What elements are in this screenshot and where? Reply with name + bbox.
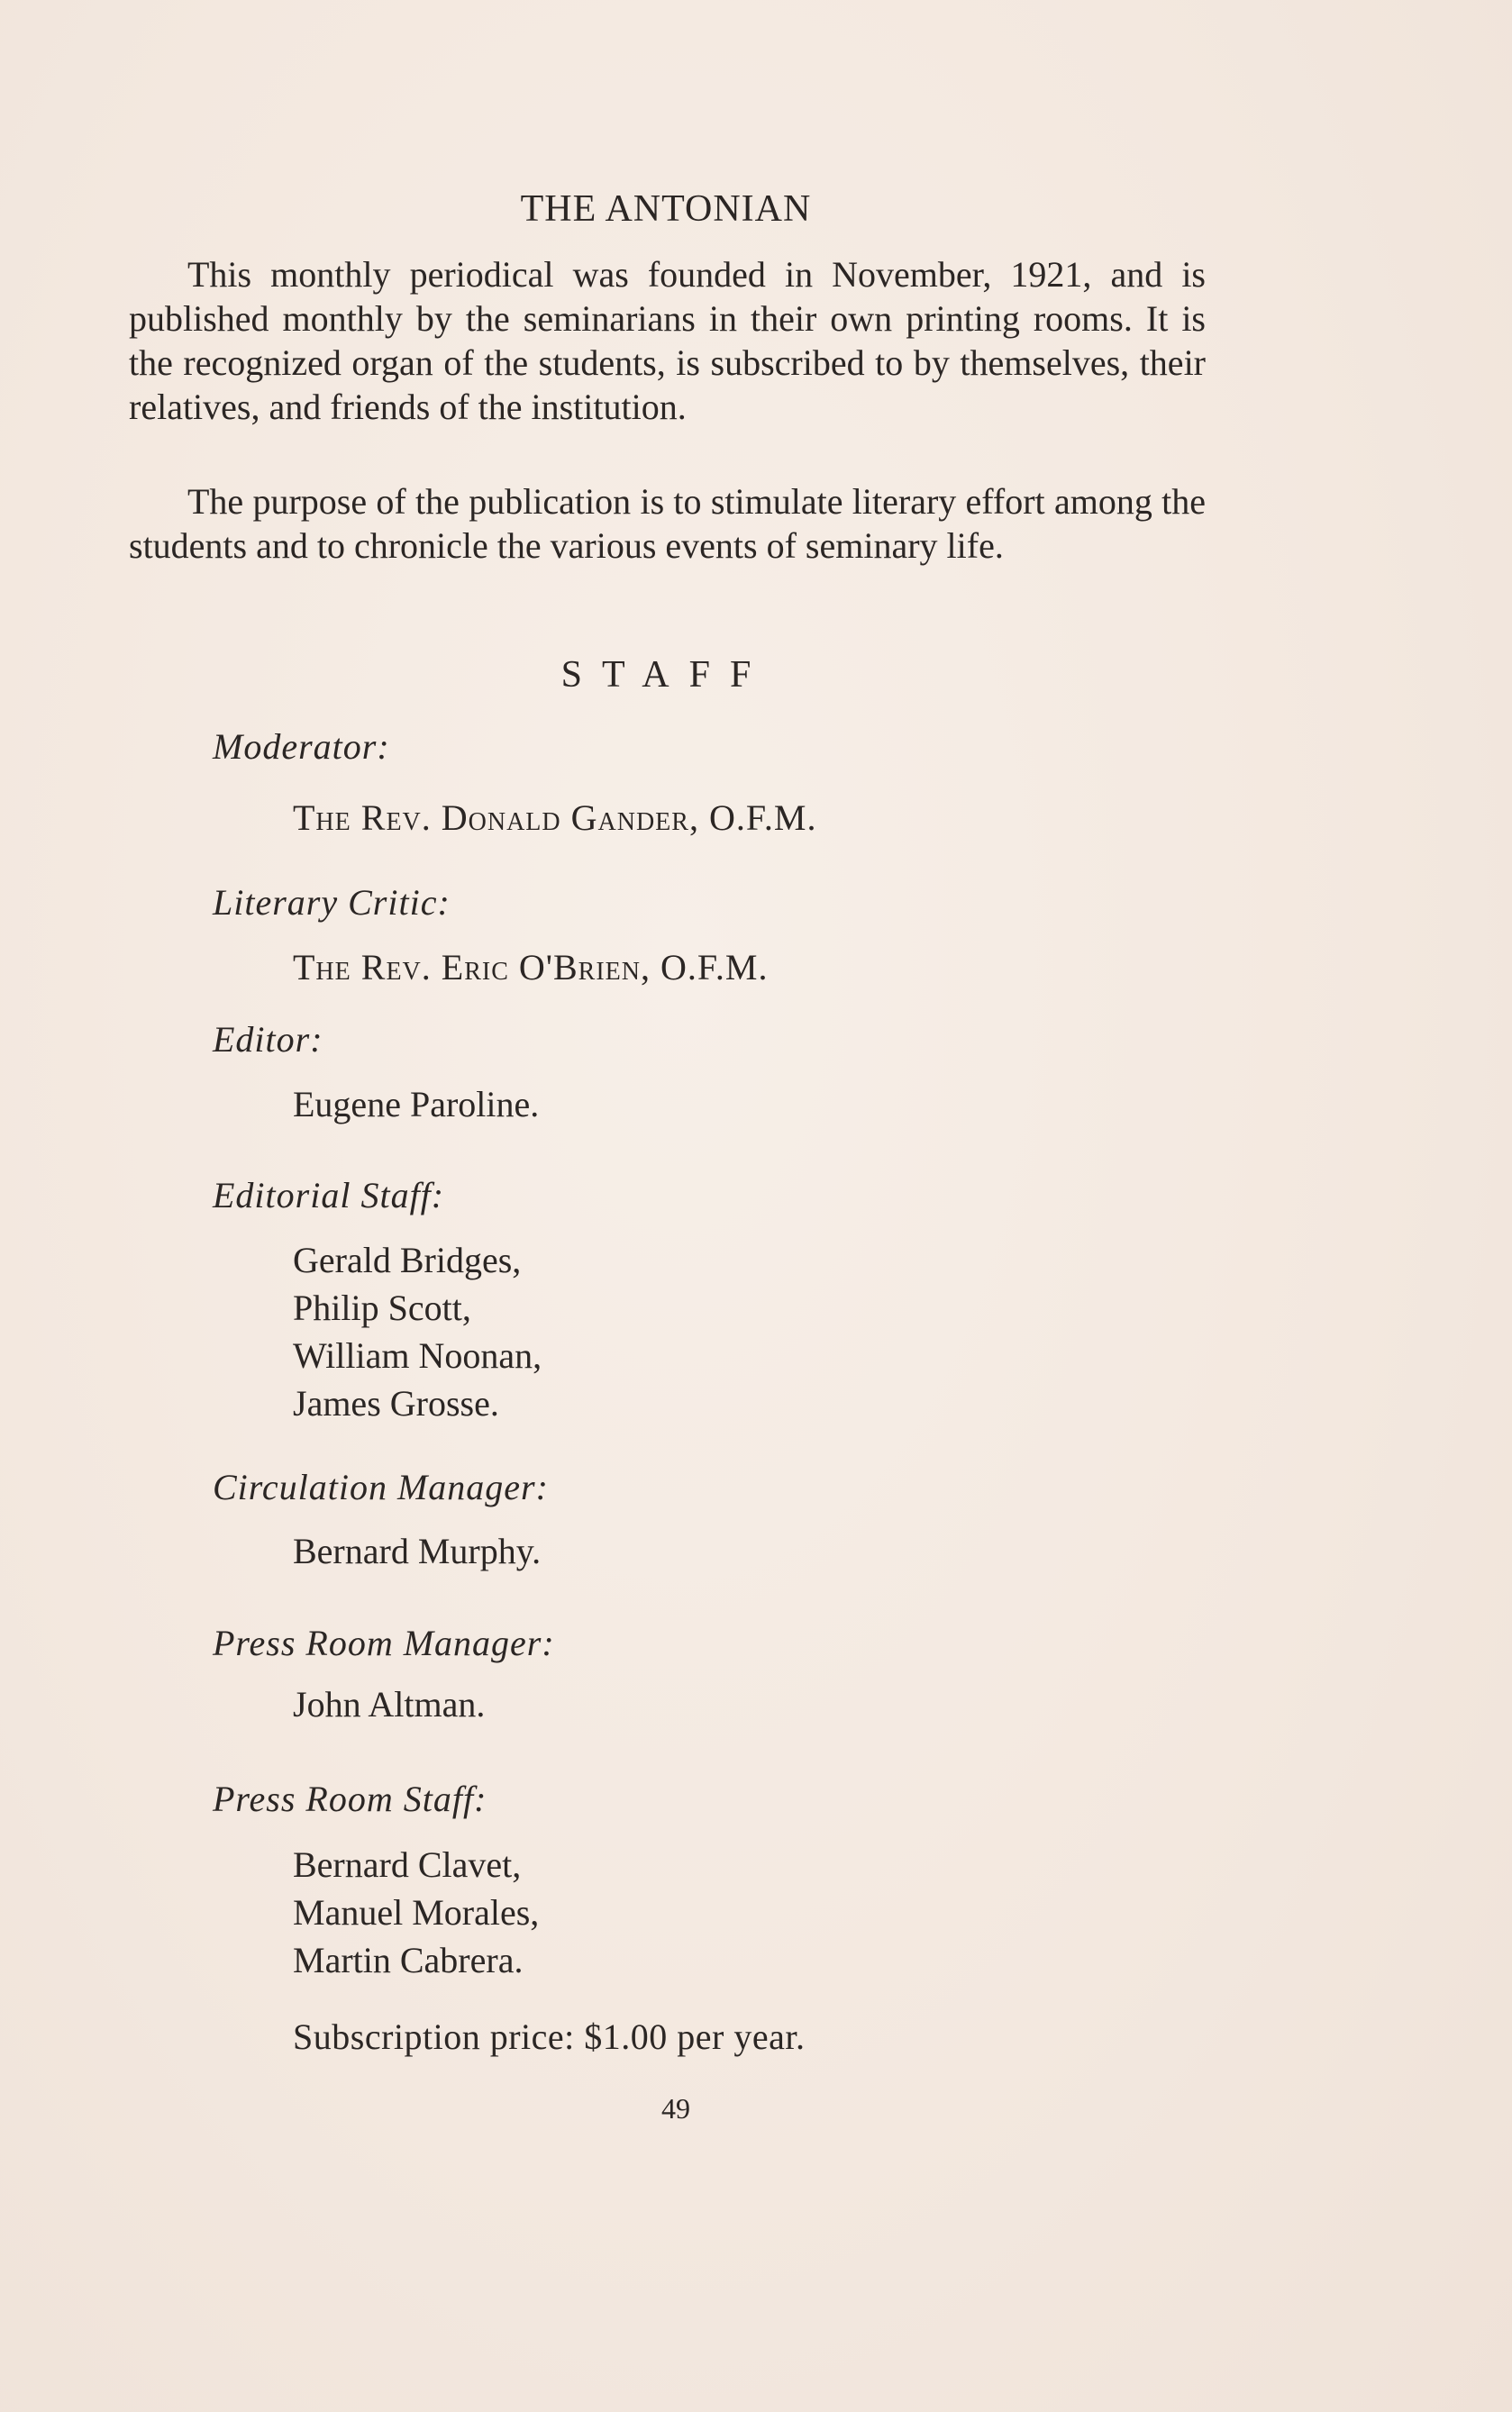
editorial-staff-label: Editorial Staff: <box>213 1175 445 1215</box>
editorial-staff-list <box>293 1236 542 1427</box>
purpose-paragraph: The purpose of the publication is to stimulate literary effort among the students and to chronicle the various events of seminary life. <box>129 481 1206 566</box>
literary-critic-label: Literary Critic: <box>213 882 451 923</box>
list-item: Gerald Bridges, <box>293 1240 522 1280</box>
press-room-staff-list <box>293 1841 539 1984</box>
editor-name: Eugene Paroline. <box>293 1084 540 1124</box>
list-item: James Grosse. <box>293 1383 499 1424</box>
list-item: Manuel Morales, <box>293 1892 540 1933</box>
moderator-name: The Rev. Donald Gander, O.F.M. <box>293 797 817 838</box>
literary-critic-name: The Rev. Eric O'Brien, O.F.M. <box>293 947 769 988</box>
press-room-manager-name: John Altman. <box>293 1684 486 1725</box>
circulation-manager-label: Circulation Manager: <box>213 1467 549 1507</box>
page-title: THE ANTONIAN <box>520 188 812 230</box>
circulation-manager-name: Bernard Murphy. <box>293 1531 542 1571</box>
subscription-price: Subscription price: $1.00 per year. <box>293 2016 806 2057</box>
moderator-label: Moderator: <box>213 726 390 767</box>
press-room-staff-label: Press Room Staff: <box>213 1779 487 1819</box>
editor-label: Editor: <box>213 1019 323 1060</box>
list-item: Philip Scott, <box>293 1288 471 1328</box>
page-number: 49 <box>661 2092 690 2125</box>
list-item: Bernard Clavet, <box>293 1844 522 1885</box>
list-item: Martin Cabrera. <box>293 1940 524 1980</box>
intro-paragraph: This monthly periodical was founded in November, 1921, and is published monthly by the seminarians in their own printing rooms. It is the recognized organ of the students, is subscribed to by themselves, their relatives, and friends of the institution. <box>129 254 1206 427</box>
press-room-manager-label: Press Room Manager: <box>213 1623 555 1663</box>
staff-heading: STAFF <box>560 654 771 696</box>
list-item: William Noonan, <box>293 1335 542 1376</box>
